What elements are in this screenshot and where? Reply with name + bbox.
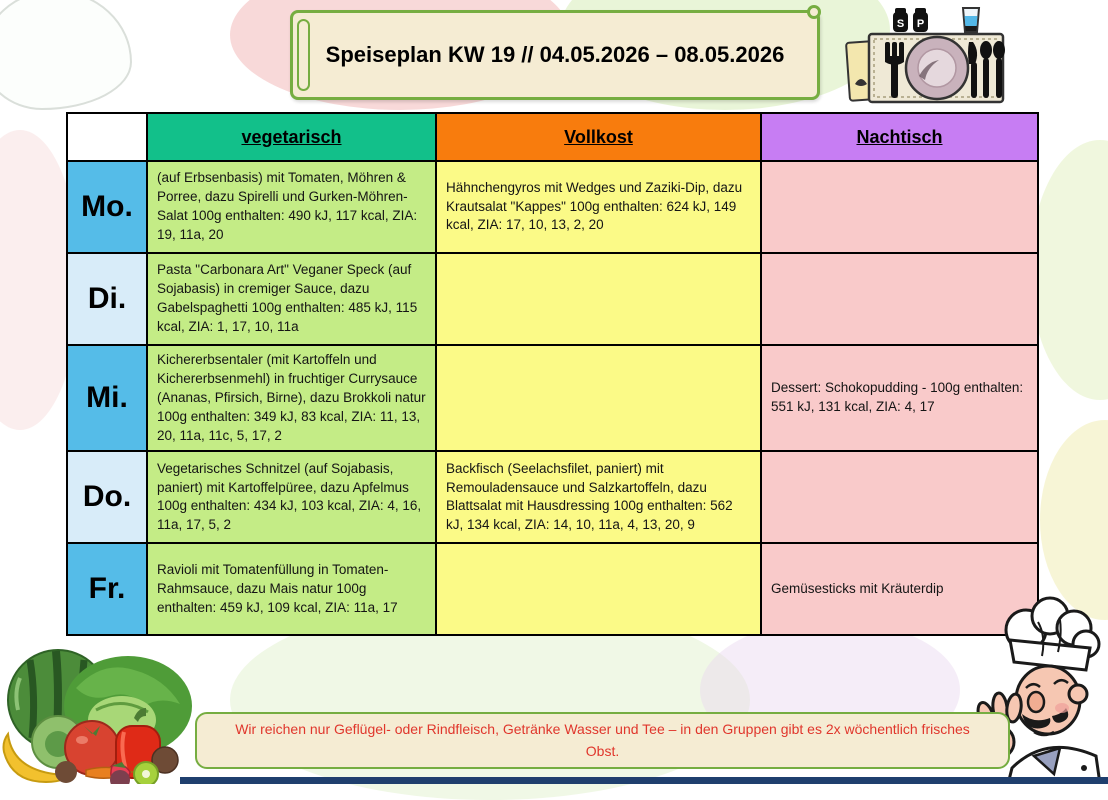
faded-vegetable-blob xyxy=(1030,140,1108,400)
column-header-vollkost: Vollkost xyxy=(436,113,761,161)
title-banner xyxy=(290,10,820,100)
meal-thursday-vollkost: Backfisch (Seelachsfilet, paniert) mit Remouladensauce und Salzkartoffeln, dazu Blattsalat mit Hausdressing 100g enthalten: 562 kJ, 134 kcal, ZIA: 14, 10, 11a, 4, 13, 20, 9 xyxy=(436,451,761,543)
footer-note: Wir reichen nur Geflügel- oder Rindfleisch, Getränke Wasser und Tee – in den Gruppen gibt es 2x wöchentlich frisches Obst. xyxy=(235,720,970,759)
meal-friday-nachtisch: Gemüsesticks mit Kräuterdip xyxy=(761,543,1038,635)
meal-thursday-vegetarisch: Vegetarisches Schnitzel (auf Sojabasis, paniert) mit Kartoffelpüree, dazu Apfelmus 100g enthalten: 434 kJ, 103 kcal, ZIA: 4, 16, 11a, 17, 5, 2 xyxy=(147,451,436,543)
meal-wednesday-nachtisch: Dessert: Schokopudding - 100g enthalten: 551 kJ, 131 kcal, ZIA: 4, 17 xyxy=(761,345,1038,451)
day-cell-friday: Fr. xyxy=(67,543,147,635)
meal-monday-vollkost: Hähnchengyros mit Wedges und Zaziki-Dip, dazu Krautsalat "Kappes" 100g enthalten: 624 kJ, 149 kcal, ZIA: 17, 10, 13, 2, 20 xyxy=(436,161,761,253)
column-header-nachtisch: Nachtisch xyxy=(761,113,1038,161)
header-blank-cell xyxy=(67,113,147,161)
footer-note-box xyxy=(195,712,1010,769)
meal-friday-vegetarisch: Ravioli mit Tomatenfüllung in Tomaten-Rahmsauce, dazu Mais natur 100g enthalten: 459 kJ, 109 kcal, ZIA: 11a, 17 xyxy=(147,543,436,635)
day-cell-monday: Mo. xyxy=(67,161,147,253)
day-cell-wednesday: Mi. xyxy=(67,345,147,451)
fruits-vegetables-icon xyxy=(0,638,195,784)
table-row-thursday xyxy=(67,451,1038,543)
table-row-tuesday xyxy=(67,253,1038,345)
svg-text:S: S xyxy=(896,18,905,30)
meal-monday-nachtisch xyxy=(761,161,1038,253)
table-row-friday xyxy=(67,543,1038,635)
table-row-monday xyxy=(67,161,1038,253)
chef-face-icon xyxy=(1016,666,1087,735)
svg-text:P: P xyxy=(916,18,925,30)
day-cell-tuesday: Di. xyxy=(67,253,147,345)
meal-thursday-nachtisch xyxy=(761,451,1038,543)
meal-friday-vollkost xyxy=(436,543,761,635)
scroll-curl-decoration xyxy=(807,5,821,19)
meal-tuesday-vollkost xyxy=(436,253,761,345)
faded-vegetable-blob xyxy=(1040,420,1108,620)
meal-wednesday-vegetarisch: Kichererbsentaler (mit Kartoffeln und Kichererbsenmehl) in fruchtiger Currysauce (Ananas, Pfirsich, Birne), dazu Brokkoli natur 100g enthalten: 349 kJ, 83 kcal, ZIA: 11, 13, 20, 11a, 11c, 5, 17, 2 xyxy=(147,345,436,451)
water-glass-icon xyxy=(963,8,979,32)
menu-table xyxy=(66,112,1039,636)
table-row-wednesday xyxy=(67,345,1038,451)
scroll-roll-decoration xyxy=(297,19,310,91)
meal-tuesday-nachtisch xyxy=(761,253,1038,345)
salt-pepper-icon xyxy=(893,8,928,32)
page-title: Speiseplan KW 19 // 04.05.2026 – 08.05.2026 xyxy=(325,42,785,68)
bottom-bar xyxy=(180,777,1108,784)
column-header-vegetarisch: vegetarisch xyxy=(147,113,436,161)
meal-monday-vegetarisch: (auf Erbsenbasis) mit Tomaten, Möhren & Porree, dazu Spirelli und Gurken-Möhren-Salat 100g enthalten: 490 kJ, 117 kcal, ZIA: 19, 11a, 20 xyxy=(147,161,436,253)
place-setting-icon xyxy=(845,6,1007,106)
chef-hat-icon xyxy=(1006,598,1099,670)
table-header-row xyxy=(67,113,1038,161)
meal-wednesday-vollkost xyxy=(436,345,761,451)
garlic-icon xyxy=(0,0,132,110)
plate-icon xyxy=(906,37,968,99)
day-cell-thursday: Do. xyxy=(67,451,147,543)
meal-tuesday-vegetarisch: Pasta "Carbonara Art" Veganer Speck (auf Sojabasis) in cremiger Sauce, dazu Gabelspaghetti 100g enthalten: 485 kJ, 115 kcal, ZIA: 1, 17, 10, 11a xyxy=(147,253,436,345)
